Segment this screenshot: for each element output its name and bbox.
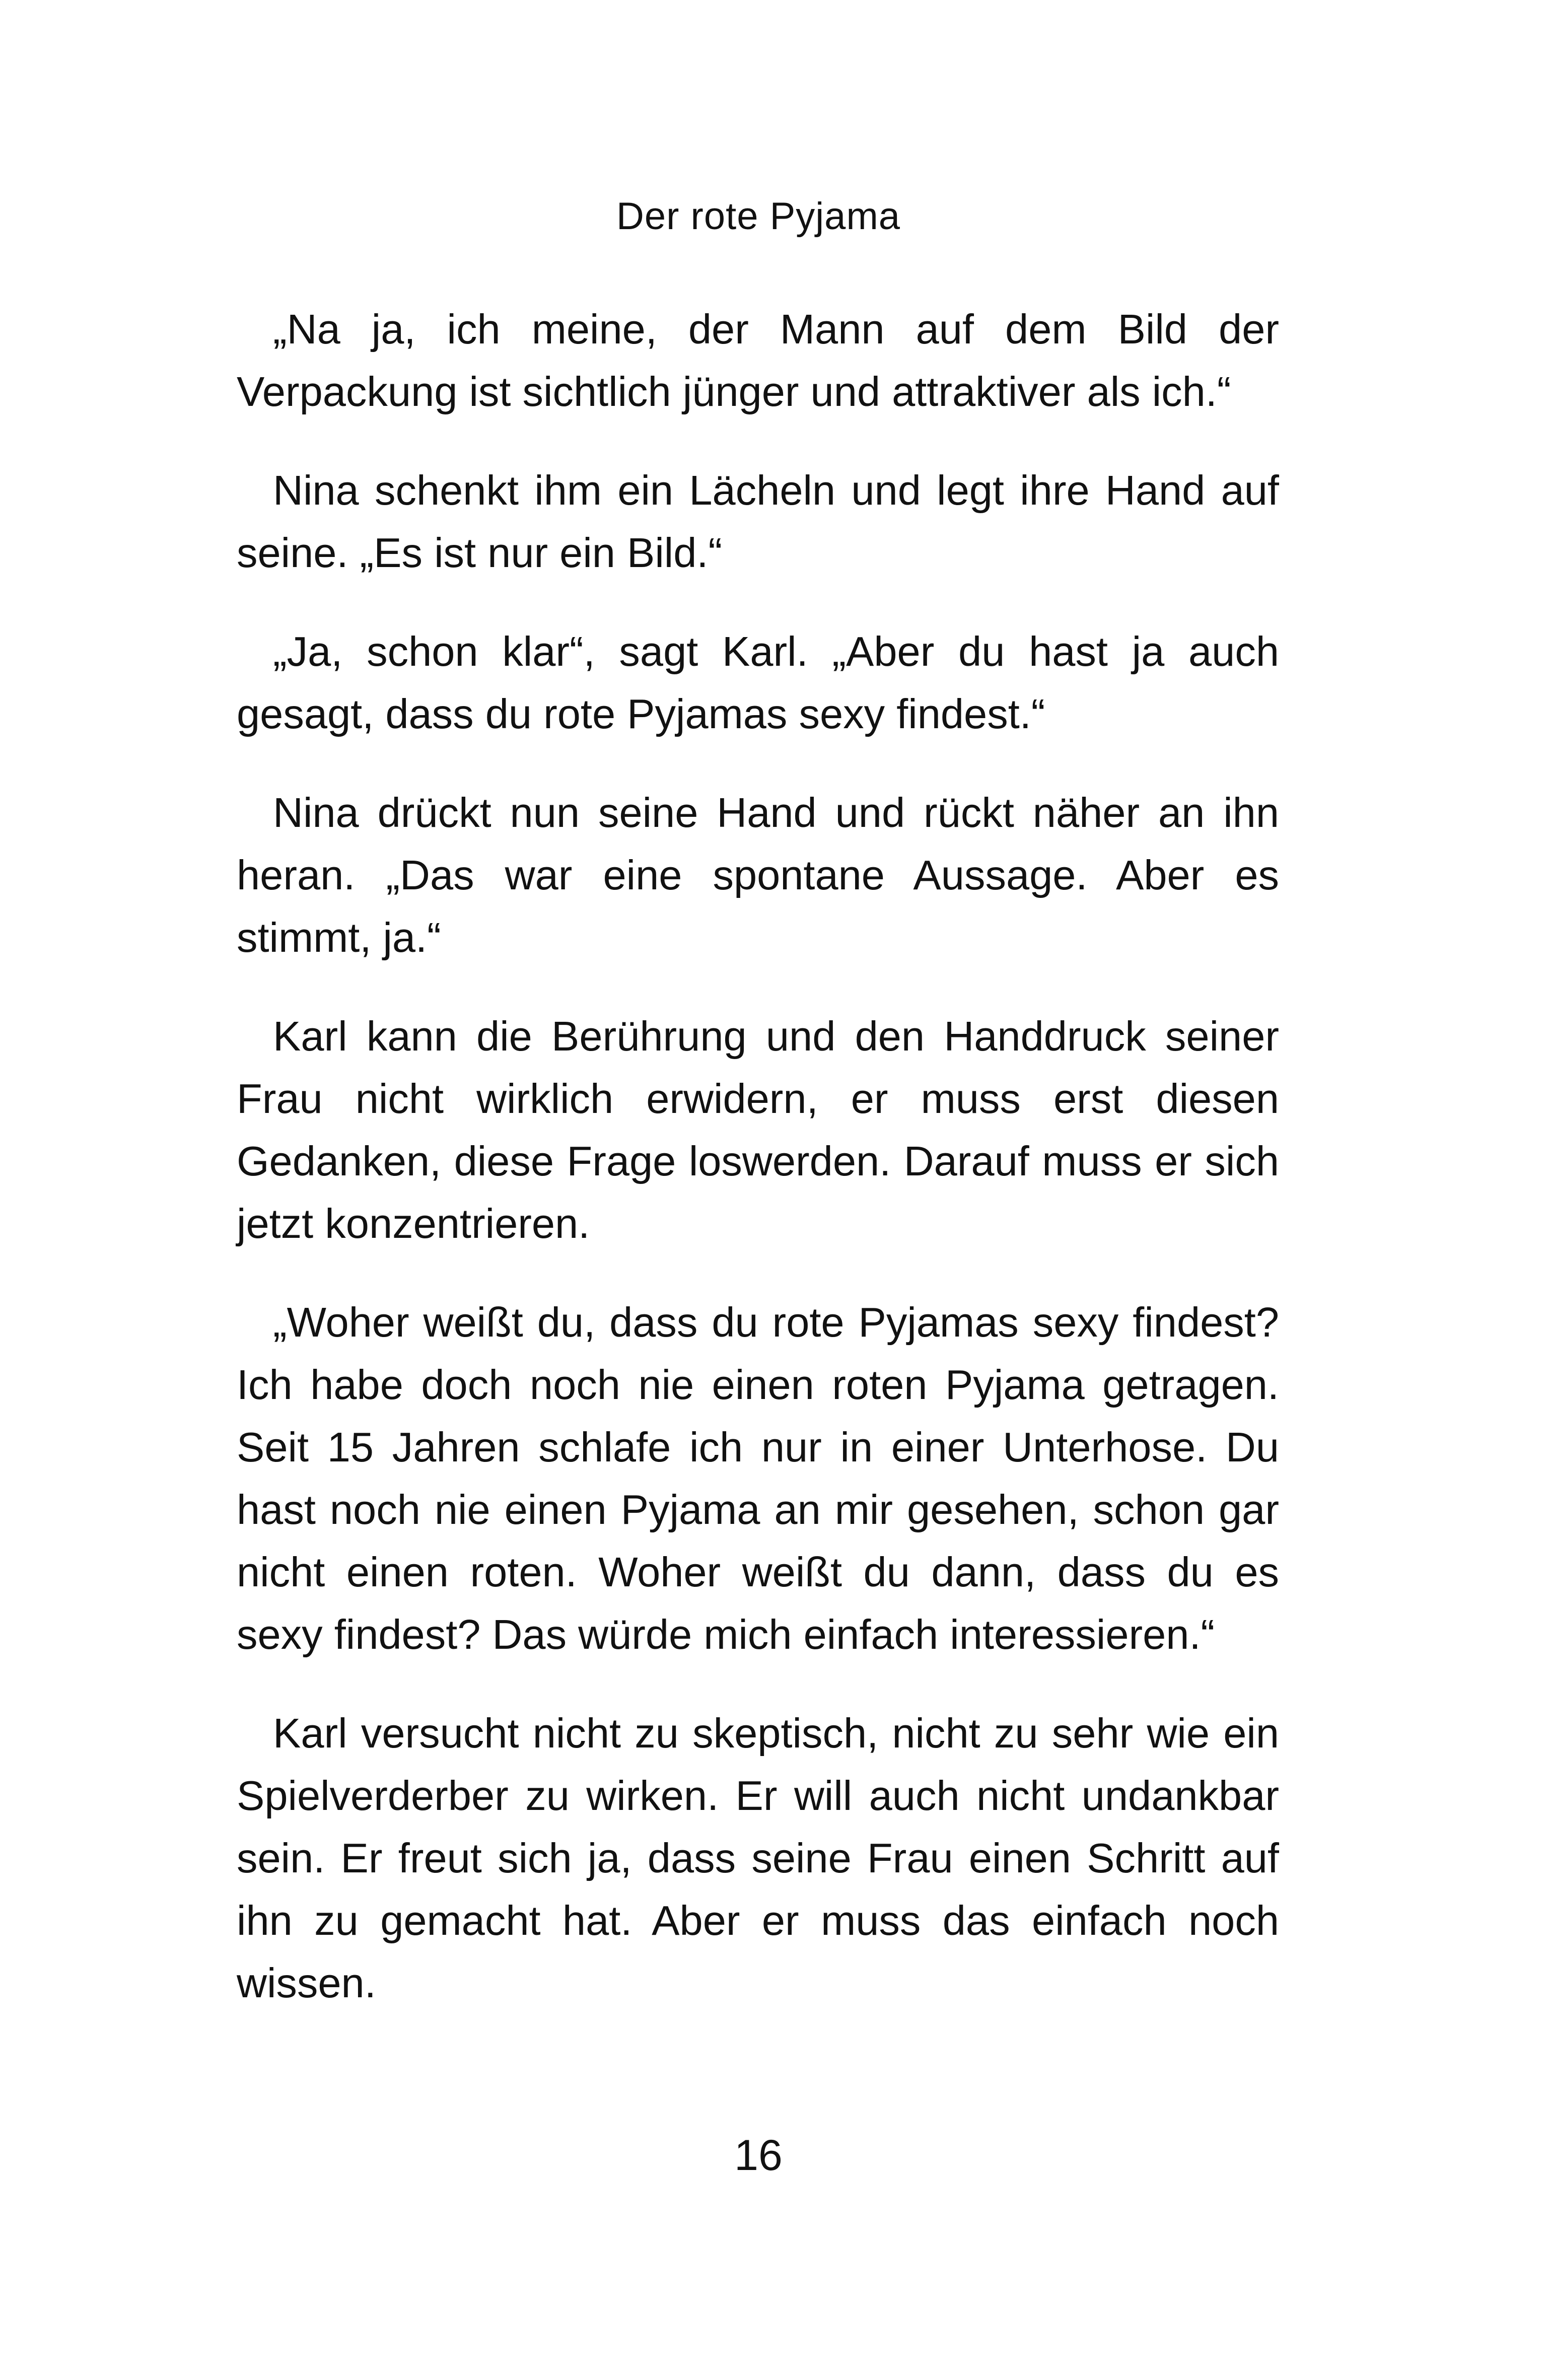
paragraph: Karl versucht nicht zu skeptisch, nicht zu sehr wie ein Spielverderber zu wirken. Er will auch nicht undankbar sein. Er freut sich ja, dass seine Frau einen Schritt auf ihn zu gemacht hat. Aber er muss das einfach noch wissen.: [237, 1710, 1279, 2006]
body-text: [237, 298, 1279, 2051]
running-title: Der rote Pyjama: [616, 195, 901, 238]
paragraph: Nina drückt nun seine Hand und rückt näher an ihn heran. „Das war eine spontane Aussage. Aber es stimmt, ja.“: [237, 789, 1279, 961]
paragraph: „Woher weißt du, dass du rote Pyjamas sexy findest? Ich habe doch noch nie einen roten Pyjama getragen. Seit 15 Jahren schlafe ich nur in einer Unterhose. Du hast noch nie einen Pyjama an mir gesehen, schon gar nicht einen roten. Woher weißt du dann, dass du es sexy findest? Das würde mich einfach interessieren.“: [237, 1299, 1279, 1658]
paragraph: „Ja, schon klar“, sagt Karl. „Aber du hast ja auch gesagt, dass du rote Pyjamas sexy findest.“: [237, 628, 1279, 737]
paragraph: Nina schenkt ihm ein Lächeln und legt ihre Hand auf seine. „Es ist nur ein Bild.“: [237, 467, 1279, 576]
page-number: 16: [734, 2131, 783, 2180]
paragraph: „Na ja, ich meine, der Mann auf dem Bild der Verpackung ist sichtlich jünger und attraktiver als ich.“: [237, 306, 1279, 415]
paragraph: Karl kann die Berührung und den Handdruck seiner Frau nicht wirklich erwidern, er muss erst diesen Gedanken, diese Frage loswerden. Darauf muss er sich jetzt konzentrieren.: [237, 1013, 1279, 1247]
